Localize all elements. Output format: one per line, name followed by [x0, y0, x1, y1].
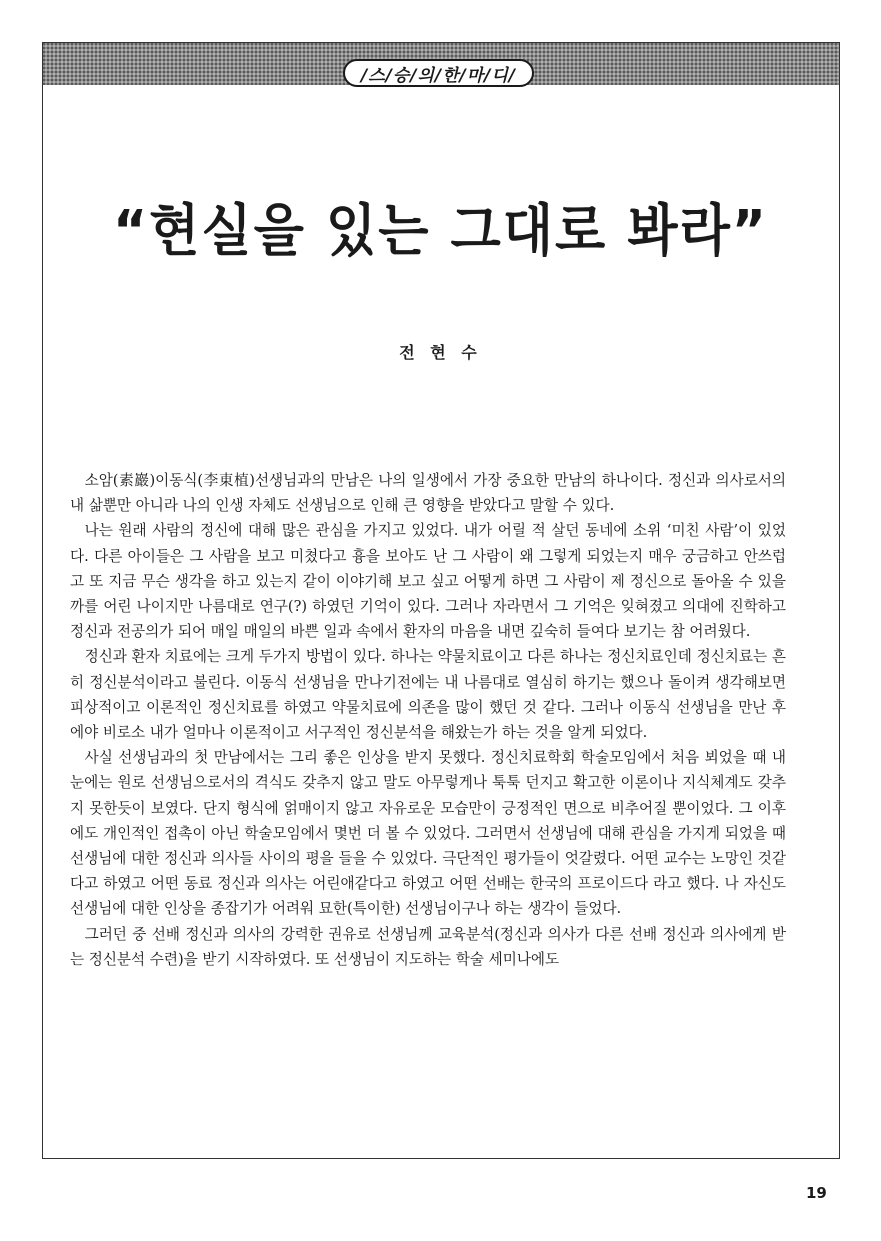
- paragraph: 사실 선생님과의 첫 만남에서는 그리 좋은 인상을 받지 못했다. 정신치료학회 학술모임에서 처음 뵈었을 때 내 눈에는 원로 선생님으로서의 격식도 갖추지 않고 말도 아무렇게나 툭툭 던지고 확고한 이론이나 지식체계도 갖추지 못한듯이 보였다. 단지 형식에 얽매이지 않고 자유로운 모습만이 긍정적인 면으로 비추어질 뿐이었다. 그 이후에도 개인적인 접촉이 아닌 학술모임에서 몇번 더 볼 수 있었다. 그러면서 선생님에 대해 관심을 가지게 되었을 때 선생님에 대한 정신과 의사들 사이의 평을 들을 수 있었다. 극단적인 평가들이 엇갈렸다. 어떤 교수는 노망인 것같다고 하였고 어떤 동료 정신과 의사는 어린애같다고 하였고 어떤 선배는 한국의 프로이드다 라고 했다. 나 자신도 선생님에 대한 인상을 종잡기가 어려워 묘한(특이한) 선생님이구나 하는 생각이 들었다.: [70, 749, 786, 918]
- paragraph: 그러던 중 선배 정신과 의사의 강력한 권유로 선생님께 교육분석(정신과 의사가 다른 선배 정신과 의사에게 받는 정신분석 수련)을 받기 시작하였다. 또 선생님이 지도하는 학술 세미나에도: [70, 925, 786, 968]
- article-title: “현실을 있는 그대로 봐라”: [113, 199, 768, 264]
- article-body: [70, 468, 786, 972]
- paragraph: 정신과 환자 치료에는 크게 두가지 방법이 있다. 하나는 약물치료이고 다른 하나는 정신치료인데 정신치료는 흔히 정신분석이라고 불린다. 이동식 선생님을 만나기전에는 내 나름대로 열심히 하기는 했으나 돌이켜 생각해보면 피상적이고 이론적인 정신치료를 하였고 약물치료에 의존을 많이 했던 것 같다. 그러나 이동식 선생님을 만난 후에야 비로소 내가 얼마나 이론적이고 서구적인 정신분석을 해왔는가 하는 것을 알게 되었다.: [70, 648, 786, 742]
- section-tag: /스/승/의/한/마/디/: [343, 59, 534, 87]
- page-number: 19: [806, 1184, 827, 1202]
- paragraph: 소암(素巖)이동식(李東植)선생님과의 만남은 나의 일생에서 가장 중요한 만남의 하나이다. 정신과 의사로서의 내 삶뿐만 아니라 나의 인생 자체도 선생님으로 인해 큰 영향을 받았다고 말할 수 있다.: [70, 472, 786, 515]
- article-author: 전 현 수: [399, 343, 482, 362]
- paragraph: 나는 원래 사람의 정신에 대해 많은 관심을 가지고 있었다. 내가 어릴 적 살던 동네에 소위 ‘미친 사람’이 있었다. 다른 아이들은 그 사람을 보고 미쳤다고 흉을 보아도 난 그 사람이 왜 그렇게 되었는지 매우 궁금하고 안쓰럽고 또 지금 무슨 생각을 하고 있는지 같이 이야기해 보고 싶고 어떻게 하면 그 사람이 제 정신으로 돌아올 수 있을까를 어린 나이지만 나름대로 연구(?) 하였던 기억이 있다. 그러나 자라면서 그 기억은 잊혀졌고 의대에 진학하고 정신과 전공의가 되어 매일 매일의 바쁜 일과 속에서 환자의 마음을 내면 깊숙히 들여다 보기는 참 어려웠다.: [70, 522, 786, 641]
